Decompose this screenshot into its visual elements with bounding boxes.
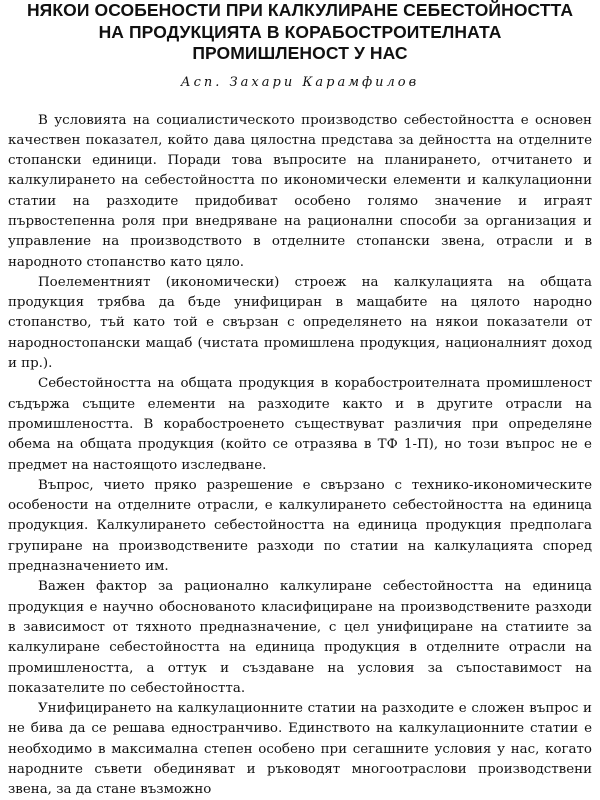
paragraph-2: Поелементният (икономически) строеж на калкулацията на общата продукция трябва да бъде унифициран в мащабите на цялото народно стопанство, тъй като той е свързан с определянето на някои показатели от народностопански мащаб (чистата промишлена продукция, националният доход и пр.). bbox=[8, 274, 592, 372]
title-line-1: НЯКОИ ОСОБЕНОСТИ ПРИ КАЛКУЛИРАНЕ СЕБЕСТОЙНОСТТА bbox=[26, 0, 574, 20]
paragraph-4: Въпрос, чието пряко разрешение е свързано с технико-икономическите особености на отделните отрасли, е калкулирането себестойността на единица продукция. Калкулирането себестойността на единица продукция предполага групиране на производствените разходи по статии на калкулацията според предназначението им. bbox=[8, 477, 592, 575]
article-title bbox=[8, 0, 592, 65]
title-line-2: НА ПРОДУКЦИЯТА В КОРАБОСТРОИТЕЛНАТА bbox=[98, 21, 502, 42]
paragraph-3: Себестойността на общата продукция в корабостроителната промишленост съдържа същите елементи на разходите както и в другите отрасли на промишлеността. В корабостроенето съществуват различия при определяне обема на общата продукция (който се отразява в ТФ 1-П), но този въпрос не е предмет на настоящото изследване. bbox=[8, 376, 592, 473]
title-line-3: ПРОМИШЛЕНОСТ У НАС bbox=[192, 43, 408, 63]
paragraph-6: Унифицирането на калкулационните статии на разходите е сложен въпрос и не бива да се решава едностранчиво. Единството на калкулационните статии е необходимо в максимална степен особено при сегашните условия у нас, когато народните съвети обединяват и ръководят многоотраслови производствени звена, за да стане възможно bbox=[8, 701, 592, 798]
paragraph-5: Важен фактор за рационално калкулиране себестойността на единица продукция е научно обоснованото класифициране на производствените разходи в зависимост от тяхното предназначение, с цел унифициране на статиите за калкулиране себестойността на единица продукция в отделните отрасли на промишлеността, а оттук и създаване на условия за съпоставимост на показателите по себестойността. bbox=[8, 579, 592, 696]
article-body bbox=[8, 111, 592, 800]
article-author: Асп. Захари Карамфилов bbox=[180, 74, 420, 90]
paragraph-1: В условията на социалистическото производство себестойността е основен качествен показател, който дава цялостна представа за дейността на отделните стопански единици. Поради това въпросите на планирането, отчитането и калкулирането на себестойността по икономически елементи и калкулационни статии на разходите придобиват особено голямо значение и играят първостепенна роля при внедряване на рационални способи за организация и управление на производството в отделните стопански звена, отрасли и в народното стопанство като цяло. bbox=[8, 112, 592, 270]
